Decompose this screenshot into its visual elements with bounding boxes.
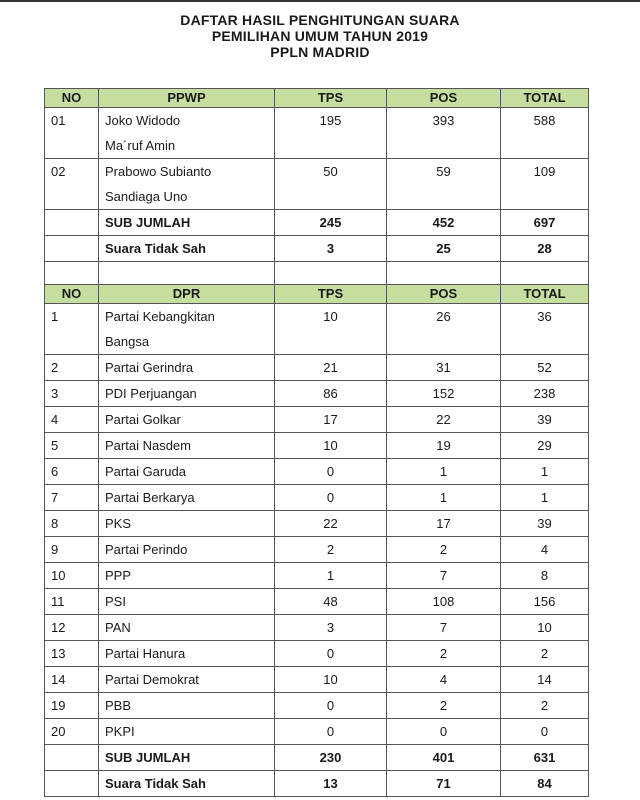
dpr-no: 5 <box>45 433 99 459</box>
dpr-row <box>45 304 589 355</box>
ppwp-tidak-sah-tps: 3 <box>275 236 387 262</box>
dpr-row <box>45 615 589 641</box>
ppwp-total: 109 <box>501 159 589 210</box>
dpr-total: 10 <box>501 615 589 641</box>
dpr-total: 14 <box>501 667 589 693</box>
dpr-name: Partai Nasdem <box>99 433 275 459</box>
dpr-pos: 152 <box>387 381 501 407</box>
ppwp-tidak-sah-total: 28 <box>501 236 589 262</box>
ppwp-tps: 50 <box>275 159 387 210</box>
dpr-tps: 0 <box>275 641 387 667</box>
dpr-row <box>45 589 589 615</box>
dpr-total: 29 <box>501 433 589 459</box>
dpr-name: PBB <box>99 693 275 719</box>
dpr-tps: 3 <box>275 615 387 641</box>
dpr-name: Partai Perindo <box>99 537 275 563</box>
dpr-tps: 0 <box>275 719 387 745</box>
dpr-sub-jumlah-label: SUB JUMLAH <box>99 745 275 771</box>
ppwp-header-no: NO <box>45 89 99 108</box>
dpr-name: PDI Perjuangan <box>99 381 275 407</box>
dpr-no: 13 <box>45 641 99 667</box>
dpr-tps: 86 <box>275 381 387 407</box>
dpr-pos: 31 <box>387 355 501 381</box>
ppwp-tidak-sah-pos: 25 <box>387 236 501 262</box>
dpr-tps: 10 <box>275 433 387 459</box>
dpr-no: 14 <box>45 667 99 693</box>
dpr-row <box>45 485 589 511</box>
dpr-name: PSI <box>99 589 275 615</box>
ppwp-header-total: TOTAL <box>501 89 589 108</box>
dpr-row <box>45 381 589 407</box>
dpr-row <box>45 433 589 459</box>
dpr-no: 3 <box>45 381 99 407</box>
dpr-no: 6 <box>45 459 99 485</box>
dpr-pos: 2 <box>387 537 501 563</box>
dpr-pos: 7 <box>387 563 501 589</box>
dpr-pos: 1 <box>387 485 501 511</box>
dpr-tidak-sah-pos: 71 <box>387 771 501 797</box>
dpr-name: PKS <box>99 511 275 537</box>
dpr-name: Partai Garuda <box>99 459 275 485</box>
dpr-tidak-sah-row <box>45 771 589 797</box>
ppwp-pos: 393 <box>387 108 501 159</box>
ppwp-tidak-sah-label: Suara Tidak Sah <box>99 236 275 262</box>
dpr-total: 0 <box>501 719 589 745</box>
ppwp-header-row <box>45 89 589 108</box>
dpr-row <box>45 407 589 433</box>
dpr-header-pos: POS <box>387 285 501 304</box>
dpr-total: 39 <box>501 407 589 433</box>
dpr-tps: 10 <box>275 667 387 693</box>
dpr-header-tps: TPS <box>275 285 387 304</box>
dpr-tps: 0 <box>275 693 387 719</box>
dpr-sub-jumlah-pos: 401 <box>387 745 501 771</box>
top-border <box>0 0 640 2</box>
dpr-pos: 0 <box>387 719 501 745</box>
dpr-row <box>45 511 589 537</box>
dpr-sub-jumlah-tps: 230 <box>275 745 387 771</box>
dpr-row <box>45 719 589 745</box>
dpr-name: Partai Golkar <box>99 407 275 433</box>
dpr-header-no: NO <box>45 285 99 304</box>
dpr-no: 2 <box>45 355 99 381</box>
ppwp-header-name: PPWP <box>99 89 275 108</box>
ppwp-sub-jumlah-total: 697 <box>501 210 589 236</box>
ppwp-pos: 59 <box>387 159 501 210</box>
dpr-pos: 4 <box>387 667 501 693</box>
dpr-pos: 7 <box>387 615 501 641</box>
dpr-name: Partai Demokrat <box>99 667 275 693</box>
dpr-row <box>45 563 589 589</box>
dpr-no: 4 <box>45 407 99 433</box>
dpr-total: 2 <box>501 693 589 719</box>
dpr-pos: 17 <box>387 511 501 537</box>
dpr-total: 52 <box>501 355 589 381</box>
dpr-no: 1 <box>45 304 99 355</box>
dpr-pos: 2 <box>387 641 501 667</box>
dpr-name: PKPI <box>99 719 275 745</box>
ppwp-sub-jumlah-pos: 452 <box>387 210 501 236</box>
ppwp-header-tps: TPS <box>275 89 387 108</box>
header-title-line3: PPLN MADRID <box>270 44 370 60</box>
dpr-no: 10 <box>45 563 99 589</box>
header-title-line2: PEMILIHAN UMUM TAHUN 2019 <box>211 28 429 44</box>
dpr-header-name: DPR <box>99 285 275 304</box>
dpr-name: Partai Gerindra <box>99 355 275 381</box>
dpr-name: Partai Hanura <box>99 641 275 667</box>
dpr-total: 1 <box>501 485 589 511</box>
dpr-no: 7 <box>45 485 99 511</box>
dpr-row <box>45 459 589 485</box>
ppwp-sub-jumlah-tps: 245 <box>275 210 387 236</box>
dpr-tps: 22 <box>275 511 387 537</box>
ppwp-header-pos: POS <box>387 89 501 108</box>
dpr-row <box>45 537 589 563</box>
dpr-no: 11 <box>45 589 99 615</box>
dpr-no: 12 <box>45 615 99 641</box>
dpr-tidak-sah-tps: 13 <box>275 771 387 797</box>
dpr-tps: 0 <box>275 459 387 485</box>
ppwp-sub-jumlah-label: SUB JUMLAH <box>99 210 275 236</box>
dpr-name: Partai Berkarya <box>99 485 275 511</box>
dpr-name-line2: Bangsa <box>105 334 150 349</box>
dpr-sub-jumlah-row <box>45 745 589 771</box>
dpr-tps: 10 <box>275 304 387 355</box>
dpr-no: 19 <box>45 693 99 719</box>
ppwp-row <box>45 159 589 210</box>
dpr-total: 36 <box>501 304 589 355</box>
ppwp-tps: 195 <box>275 108 387 159</box>
dpr-tps: 48 <box>275 589 387 615</box>
dpr-name <box>99 304 275 355</box>
dpr-tidak-sah-label: Suara Tidak Sah <box>99 771 275 797</box>
dpr-pos: 2 <box>387 693 501 719</box>
ppwp-name-line1: Prabowo Subianto <box>105 164 212 179</box>
ppwp-total: 588 <box>501 108 589 159</box>
dpr-row <box>45 641 589 667</box>
ppwp-name <box>99 108 275 159</box>
dpr-tps: 2 <box>275 537 387 563</box>
spacer-row <box>45 262 589 285</box>
dpr-tps: 21 <box>275 355 387 381</box>
dpr-total: 1 <box>501 459 589 485</box>
dpr-total: 156 <box>501 589 589 615</box>
dpr-no: 8 <box>45 511 99 537</box>
ppwp-no: 02 <box>45 159 99 210</box>
dpr-pos: 22 <box>387 407 501 433</box>
dpr-pos: 26 <box>387 304 501 355</box>
dpr-total: 4 <box>501 537 589 563</box>
dpr-header-row <box>45 285 589 304</box>
ppwp-tidak-sah-row <box>45 236 589 262</box>
dpr-total: 238 <box>501 381 589 407</box>
dpr-row <box>45 693 589 719</box>
dpr-sub-jumlah-total: 631 <box>501 745 589 771</box>
ppwp-name-line2: Sandiaga Uno <box>105 189 188 204</box>
dpr-total: 8 <box>501 563 589 589</box>
dpr-no: 9 <box>45 537 99 563</box>
ppwp-name <box>99 159 275 210</box>
dpr-row <box>45 355 589 381</box>
ppwp-name-line2: Ma´ruf Amin <box>105 138 176 153</box>
ppwp-sub-jumlah-row <box>45 210 589 236</box>
dpr-name: PAN <box>99 615 275 641</box>
dpr-tps: 0 <box>275 485 387 511</box>
ppwp-name-line1: Joko Widodo <box>105 113 181 128</box>
dpr-name-line1: Partai Kebangkitan <box>105 309 215 324</box>
dpr-tidak-sah-total: 84 <box>501 771 589 797</box>
dpr-pos: 19 <box>387 433 501 459</box>
dpr-header-total: TOTAL <box>501 285 589 304</box>
dpr-tps: 1 <box>275 563 387 589</box>
ppwp-no: 01 <box>45 108 99 159</box>
header-title-line1: DAFTAR HASIL PENGHITUNGAN SUARA <box>180 12 460 28</box>
dpr-name: PPP <box>99 563 275 589</box>
dpr-total: 2 <box>501 641 589 667</box>
dpr-pos: 108 <box>387 589 501 615</box>
dpr-total: 39 <box>501 511 589 537</box>
dpr-no: 20 <box>45 719 99 745</box>
results-table <box>44 88 589 797</box>
dpr-row <box>45 667 589 693</box>
dpr-tps: 17 <box>275 407 387 433</box>
dpr-pos: 1 <box>387 459 501 485</box>
ppwp-row <box>45 108 589 159</box>
document-header <box>0 12 640 60</box>
